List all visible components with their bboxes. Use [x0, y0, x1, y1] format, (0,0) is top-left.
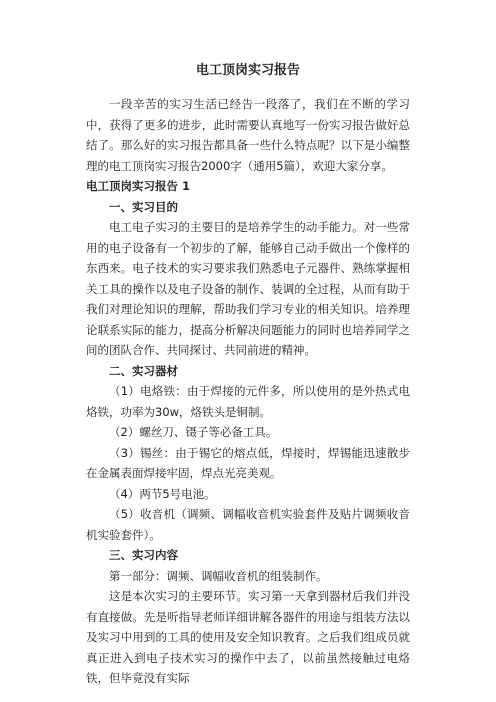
section3-paragraph: 这是本次实习的主要环节。实习第一天拿到器材后我们并没有直接做。先是听指导老师详细讲解各器件的用途与组装方法以及实习中用到的工具的使用及安全知识教育。之后我们组成员就真正进入到电子技术实习的操作中去了，以前虽然接触过电烙铁，但毕竟没有实际	[86, 589, 410, 685]
equipment-item-2: （2）螺丝刀、镊子等必备工具。	[109, 425, 278, 439]
section3-part1: 第一部分：调频、调幅收音机的组装制作。	[109, 568, 328, 583]
document-title: 电工顶岗实习报告	[195, 63, 300, 78]
equipment-item-3: （3）锡丝：由于锡它的熔点低，焊接时，焊锡能迅速散步在金属表面焊接牢固，焊点光亮美观。	[86, 445, 410, 480]
section1-paragraph: 电工电子实习的主要目的是培养学生的动手能力。对一些常用的电子设备有一个初步的了解，能够自己动手做出一个像样的东西来。电子技术的实习要求我们熟悉电子元器件、熟练掌握相关工具的操作以及电子设备的制作、装调的全过程，从而有助于我们对理论知识的理解，帮助我们学习专业的相关知识。培养理论联系实际的能力，提高分析解决问题能力的同时也培养同学之间的团队合作、共同探讨、共同前进的精神。	[86, 220, 410, 357]
intro-paragraph: 一段辛苦的实习生活已经告一段落了，我们在不断的学习中，获得了更多的进步，此时需要认真地写一份实习报告做好总结了。那么好的实习报告都具备一些什么特点呢？以下是小编整理的电工顶岗实习报告2000字（通用5篇），欢迎大家分享。	[86, 97, 410, 173]
section2-heading: 二、实习器材	[109, 363, 178, 378]
equipment-item-5: （5）收音机（调频、调幅收音机实验套件及贴片调频收音机实验套件）。	[86, 507, 410, 542]
section1-heading: 一、实习目的	[109, 199, 178, 214]
report-heading: 电工顶岗实习报告 1	[86, 179, 191, 193]
section3-heading: 三、实习内容	[109, 548, 178, 562]
equipment-item-4: （4）两节5号电池。	[109, 486, 216, 501]
equipment-item-1: （1）电烙铁：由于焊接的元件多，所以使用的是外热式电烙铁，功率为30w，烙铁头是铜制。	[86, 384, 410, 419]
